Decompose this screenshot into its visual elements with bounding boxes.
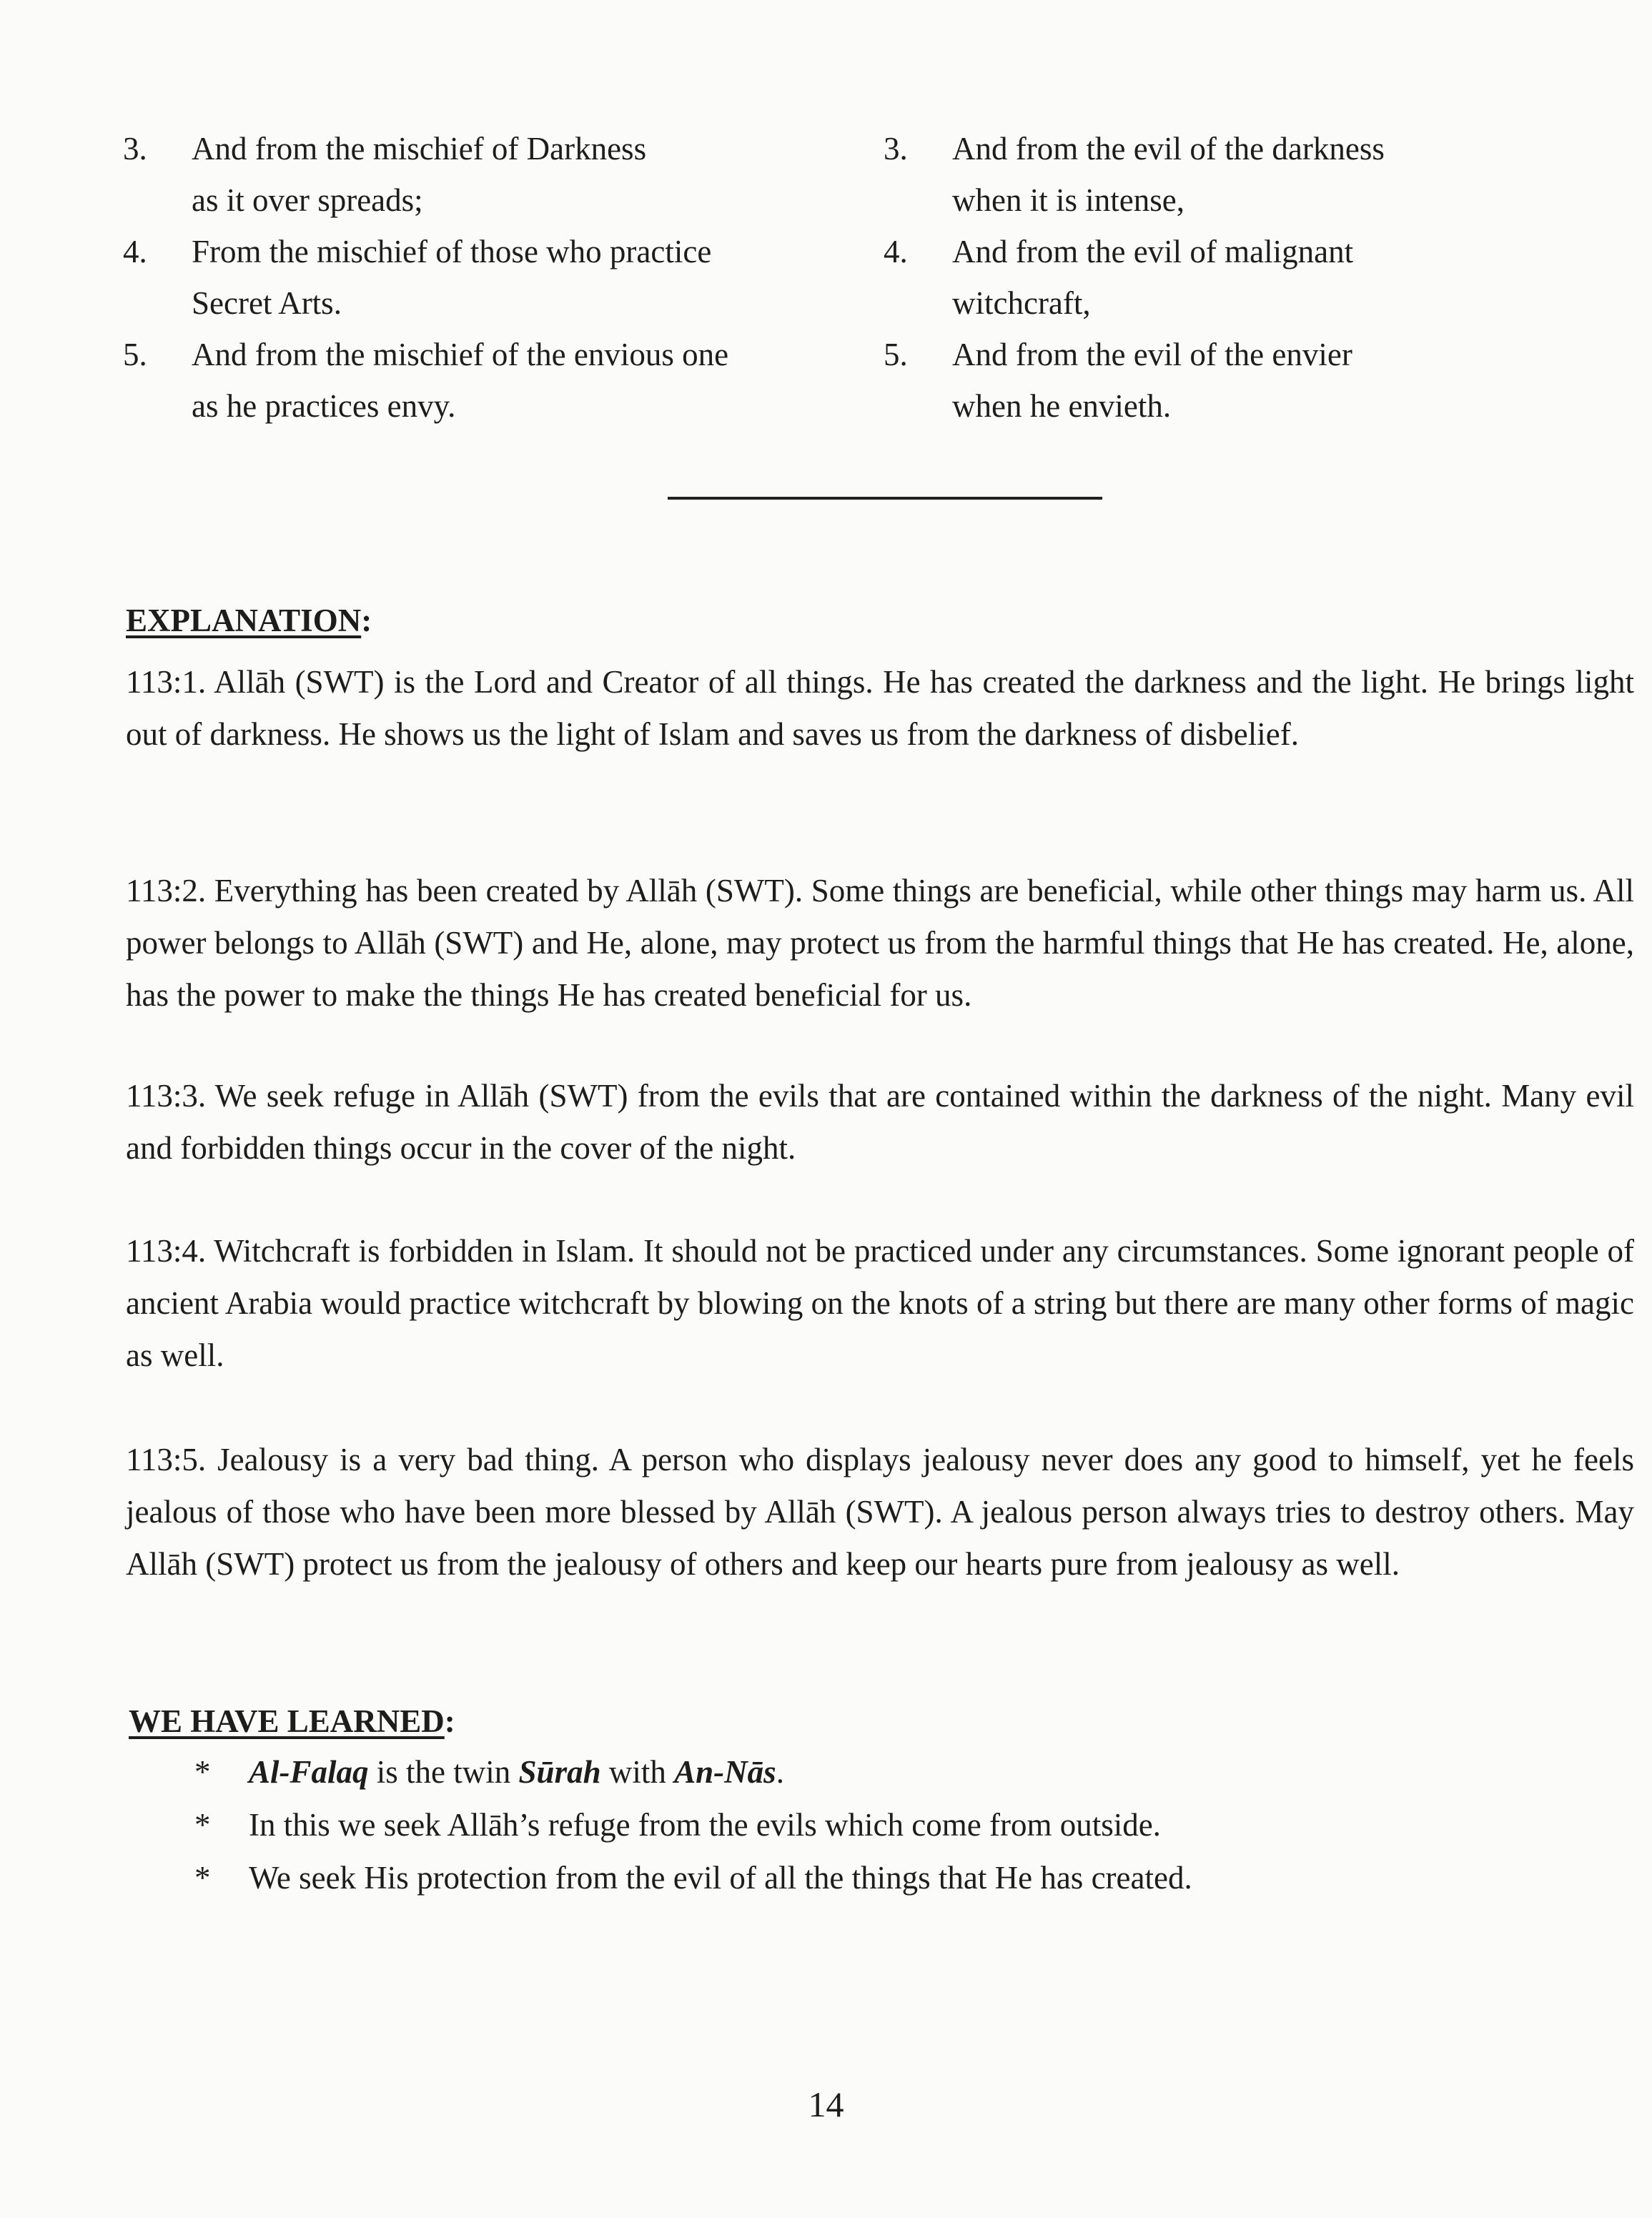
explanation-paragraph: 113:3. We seek refuge in Allāh (SWT) from the evils that are contained within the darkness of the night. Many evil and forbidden things occur in the cover of the night. (126, 1078, 1634, 1166)
learned-heading-text: WE HAVE LEARNED (129, 1703, 445, 1739)
surah-name: An-Nās (674, 1754, 776, 1790)
translation-right-item (884, 123, 1527, 226)
explanation-paragraph: 113:5. Jealousy is a very bad thing. A person who displays jealousy never does any good to himself, yet he feels jealous of those who have been more blessed by Allāh (SWT). A jealous person always tries to destroy others. May Allāh (SWT) protect us from the jealousy of others and keep our hearts pure from jealousy as well. (126, 1442, 1634, 1582)
asterisk-bullet-icon: * (194, 1754, 211, 1790)
explanation-paragraph: 113:1. Allāh (SWT) is the Lord and Creator of all things. He has created the darkness and the light. He brings light out of darkness. He shows us the light of Islam and saves us from the darkness of disbelief. (126, 664, 1634, 752)
asterisk-bullet-icon: * (194, 1807, 211, 1843)
verse-line: as it over spreads; (192, 182, 423, 218)
translation-right-item (884, 329, 1527, 432)
learned-text: with (600, 1754, 675, 1790)
verse-line: witchcraft, (952, 285, 1091, 321)
learned-item (194, 1746, 1553, 1798)
verse-line: when it is intense, (952, 182, 1184, 218)
translation-right-item (884, 226, 1527, 329)
learned-heading (129, 1700, 455, 1743)
verse-number: 4. (123, 234, 147, 269)
explanation-heading-text: EXPLANATION (126, 603, 362, 638)
verse-line: when he envieth. (952, 388, 1172, 424)
learned-list (194, 1746, 1553, 1904)
learned-item (194, 1798, 1553, 1851)
verse-line: And from the mischief of the envious one (192, 337, 729, 372)
translation-left-column (123, 123, 845, 432)
page-number: 14 (808, 2084, 844, 2124)
translation-left-item (123, 329, 845, 432)
surah-name: Al-Falaq (249, 1754, 369, 1790)
verse-line: And from the evil of malignant (952, 234, 1354, 269)
verse-number: 3. (884, 131, 908, 167)
explanation-paragraph: 113:2. Everything has been created by Allāh (SWT). Some things are beneficial, while other things may harm us. All power belongs to Allāh (SWT) and He, alone, may protect us from the harmful things that He has created. He, alone, has the power to make the things He has created beneficial for us. (126, 873, 1634, 1013)
asterisk-bullet-icon: * (194, 1860, 211, 1896)
explanation-heading (126, 599, 372, 642)
translation-right-column (884, 123, 1527, 432)
verse-line: From the mischief of those who practice (192, 234, 712, 269)
verse-line: as he practices envy. (192, 388, 456, 424)
learned-text: In this we seek Allāh’s refuge from the evils which come from outside. (249, 1807, 1161, 1843)
heading-colon: : (444, 1703, 455, 1739)
heading-colon: : (361, 603, 372, 638)
verse-number: 3. (123, 131, 147, 167)
translation-left-item (123, 226, 845, 329)
verse-line: And from the evil of the darkness (952, 131, 1385, 167)
learned-item (194, 1851, 1553, 1904)
verse-line: Secret Arts. (192, 285, 342, 321)
verse-line: And from the mischief of Darkness (192, 131, 647, 167)
translation-left-item (123, 123, 845, 226)
learned-text: . (776, 1754, 784, 1790)
surah-term: Sūrah (518, 1754, 601, 1790)
section-divider (668, 497, 1102, 500)
verse-number: 5. (123, 337, 147, 372)
learned-text: We seek His protection from the evil of all the things that He has created. (249, 1860, 1192, 1896)
verse-line: And from the evil of the envier (952, 337, 1352, 372)
verse-number: 5. (884, 337, 908, 372)
learned-text: is the twin (368, 1754, 519, 1790)
explanation-paragraph: 113:4. Witchcraft is forbidden in Islam. It should not be practiced under any circumstances. Some ignorant people of ancient Arabia would practice witchcraft by blowing on the knots of a string but there are many other forms of magic as well. (126, 1233, 1634, 1373)
verse-number: 4. (884, 234, 908, 269)
